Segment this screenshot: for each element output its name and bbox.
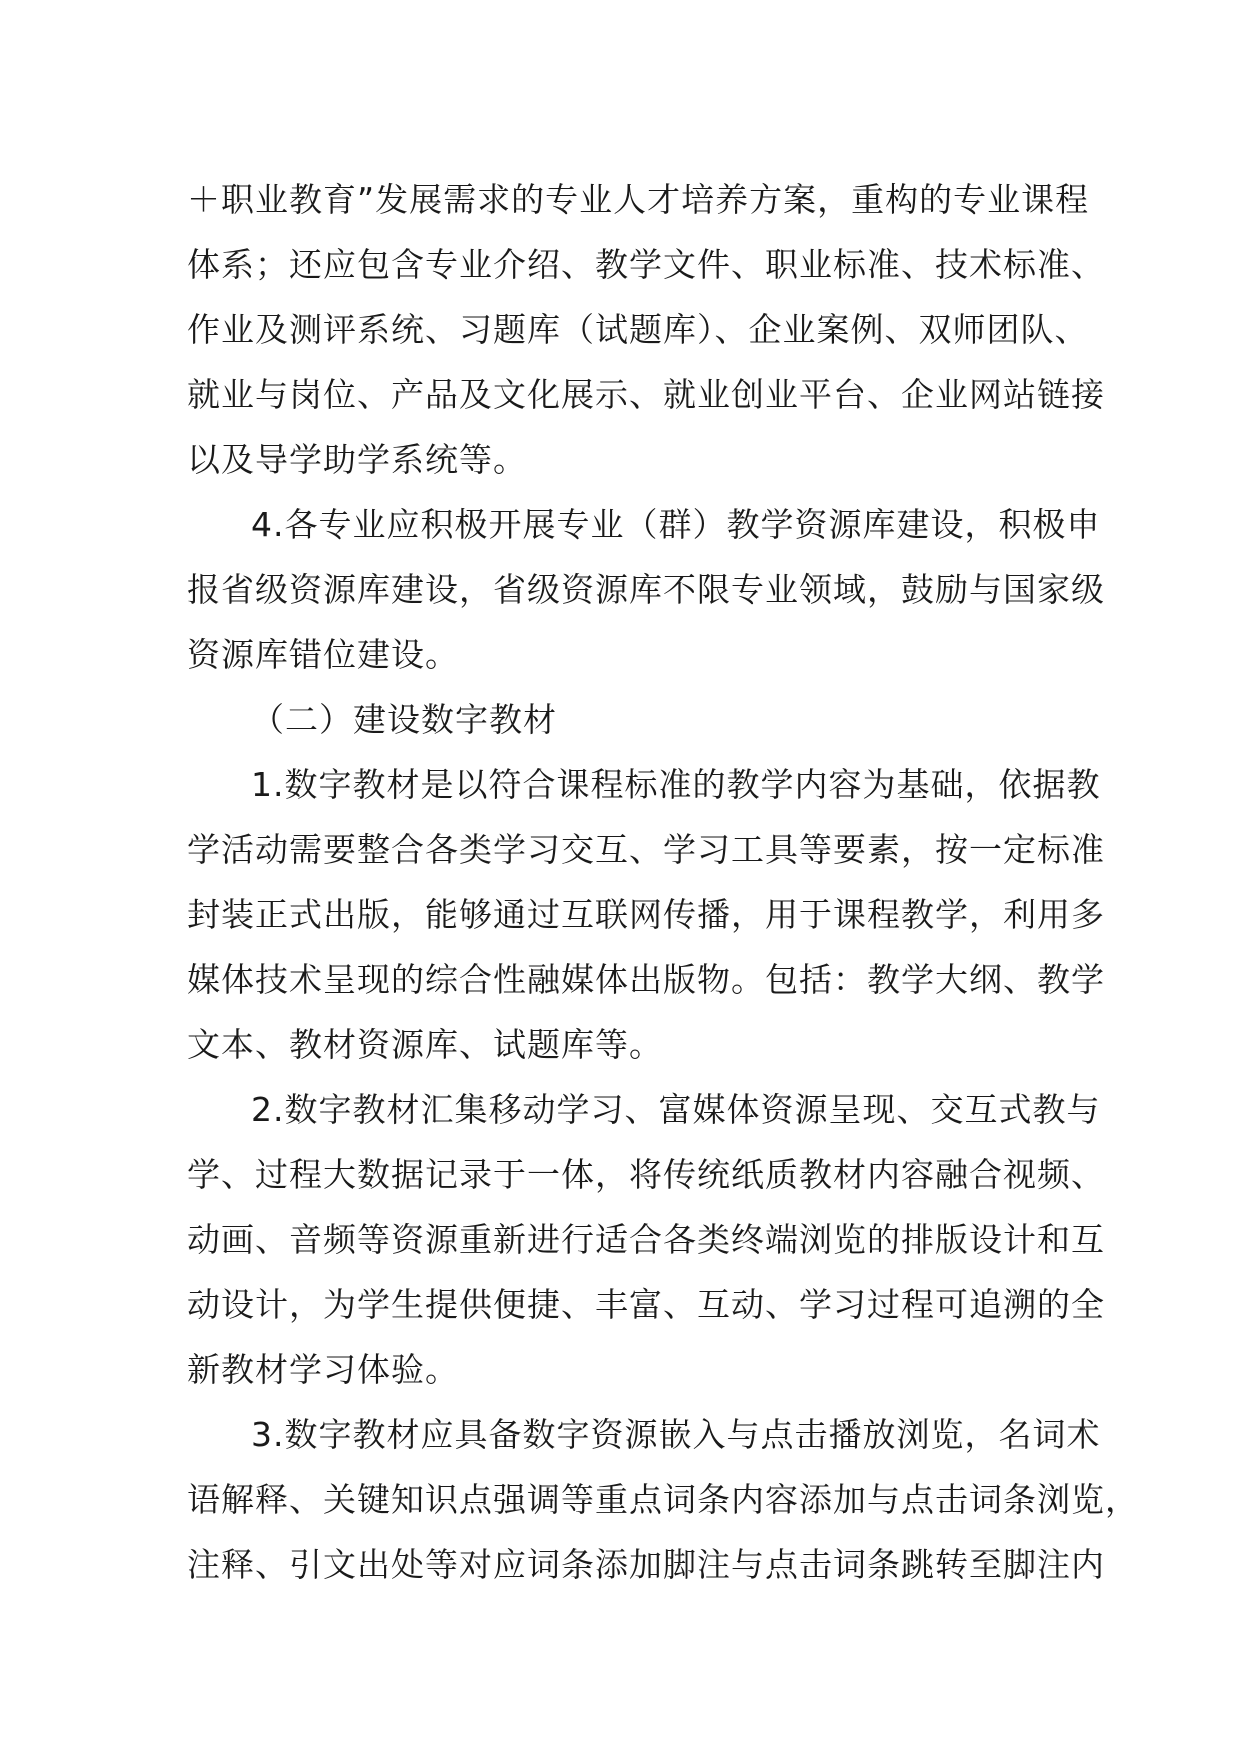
paragraph-continued (187, 167, 1105, 492)
text-line: 动画、音频等资源重新进行适合各类终端浏览的排版设计和互 (187, 1220, 1105, 1259)
paragraph-item-4 (187, 492, 1105, 687)
text-line: 体系；还应包含专业介绍、教学文件、职业标准、技术标准、 (187, 245, 1105, 284)
paragraph-digital-3 (187, 1402, 1139, 1597)
text-line: 媒体技术呈现的综合性融媒体出版物。包括：教学大纲、教学 (187, 960, 1105, 999)
text-line: 3.数字教材应具备数字资源嵌入与点击播放浏览，名词术 (251, 1415, 1101, 1454)
text-line: 注释、引文出处等对应词条添加脚注与点击词条跳转至脚注内 (187, 1545, 1105, 1584)
heading-line: （二）建设数字教材 (251, 700, 557, 739)
text-line: 动设计，为学生提供便捷、丰富、互动、学习过程可追溯的全 (187, 1285, 1105, 1324)
text-line: 文本、教材资源库、试题库等。 (187, 1025, 663, 1064)
text-line: 封装正式出版，能够通过互联网传播，用于课程教学，利用多 (187, 895, 1105, 934)
text-line: 1.数字教材是以符合课程标准的教学内容为基础，依据教 (251, 765, 1101, 804)
text-line: 资源库错位建设。 (187, 635, 459, 674)
text-line: 作业及测评系统、习题库（试题库）、企业案例、双师团队、 (187, 310, 1089, 349)
text-line: 新教材学习体验。 (187, 1350, 459, 1389)
text-line: 学、过程大数据记录于一体，将传统纸质教材内容融合视频、 (187, 1155, 1105, 1194)
text-line: 语解释、关键知识点强调等重点词条内容添加与点击词条浏览， (187, 1480, 1139, 1519)
section-heading (187, 687, 1067, 752)
paragraph-digital-2 (187, 1077, 1105, 1402)
text-line: 报省级资源库建设，省级资源库不限专业领域，鼓励与国家级 (187, 570, 1105, 609)
text-line: 2.数字教材汇集移动学习、富媒体资源呈现、交互式教与 (251, 1090, 1101, 1129)
text-line: 学活动需要整合各类学习交互、学习工具等要素，按一定标准 (187, 830, 1105, 869)
paragraph-digital-1 (187, 752, 1105, 1077)
document-body (187, 167, 1139, 1597)
text-line: 4.各专业应积极开展专业（群）教学资源库建设，积极申 (251, 505, 1101, 544)
text-line: ＋职业教育”发展需求的专业人才培养方案，重构的专业课程 (187, 180, 1090, 219)
text-line: 就业与岗位、产品及文化展示、就业创业平台、企业网站链接 (187, 375, 1105, 414)
text-line: 以及导学助学系统等。 (187, 440, 527, 479)
